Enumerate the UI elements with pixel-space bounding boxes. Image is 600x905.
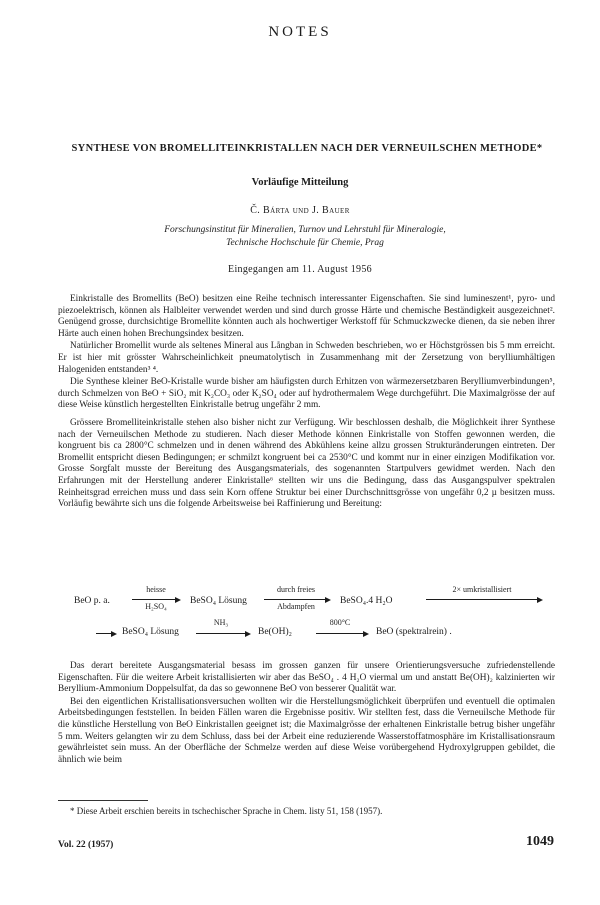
arrowhead-continue [111, 631, 117, 637]
footnote-divider [58, 800, 148, 801]
arrow-1-top-label: heisse [146, 585, 166, 594]
arrow-1-bottom-label: H₂SO₄ [145, 602, 167, 611]
formula-beso4-solution-2: BeSO₄ Lösung [122, 627, 179, 637]
article-title: SYNTHESE VON BROMELLITEINKRISTALLEN NACH DER VERNEUILSCHEN METHODE* [71, 143, 543, 154]
article-body-top [58, 294, 555, 511]
article-authors [0, 205, 600, 216]
formula-end-product: BeO (spektralrein) . [376, 627, 452, 637]
affiliation-line-2: Technische Hochschule für Chemie, Prag [226, 238, 384, 248]
arrow-continue [96, 633, 112, 634]
formula-beso4-solution: BeSO₄ Lösung [190, 596, 247, 606]
paragraph-5: Das derart bereitete Ausgangsmaterial besass im grossen ganzen für unsere Orientierungsversuche zufriedenstellende Eigenschaften. Für die weitere Arbeit kristallisierten wir aber das BeSO₄ . 4 H₂O viermal um und anstatt Be(OH)₂ kalzinierten wir Beryllium-Ammonium Doppelsulfat, da das so gewonnene BeO von besserer Qualität war. [58, 661, 555, 695]
running-header: NOTES [268, 24, 332, 40]
arrowhead-4 [245, 631, 251, 637]
arrow-2 [264, 599, 326, 600]
paragraph-3: Die Synthese kleiner BeO-Kristalle wurde bisher am häufigsten durch Erhitzen von wärmezersetzbaren Berylliumverbindungen⁵, durch Schmelzen von BeO + SiO₂ mit K₂CO₃ oder K₂SO₄ oder auf hydrothermalem Wege durchgeführt. Die Maximalgrösse der auf diese Weise künstlich hergestellten Einkristalle betrug ungefähr 2 mm. [58, 377, 555, 411]
article-affiliation [100, 224, 510, 250]
authors-text: Č. Bárta und J. Bauer [250, 205, 350, 216]
formula-beso4-hydrate: BeSO₄.4 H₂O [340, 596, 393, 606]
arrow-3 [426, 599, 538, 600]
formula-beryllium-hydroxide: Be(OH)₂ [258, 627, 292, 637]
arrow-3-top-label: 2× umkristallisiert [452, 585, 512, 594]
article-subtitle: Vorläufige Mitteilung [251, 177, 349, 188]
arrow-2-top-label: durch freies [277, 585, 315, 594]
paragraph-2: Natürlicher Bromellit wurde als seltenes Mineral aus Långban in Schweden beschrieben, wo er Höchstgrössen bis 5 mm erreicht. Er ist hier mit grösster Wahrscheinlichkeit pneumatolytisch in Zusammenhang mit der Zersetzung von berylliumhältigen Halogeniden entstanden³ ⁴. [58, 341, 555, 375]
paragraph-1: Einkristalle des Bromellits (BeO) besitzen eine Reihe technisch interessanter Eigenschaften. Sie sind lumineszent¹, pyro- und piezoelektrisch, können als Halbleiter verwendet werden und sind durch grosse Härte und chemische Beständigkeit ausgezeichnet². Genügend grosse, durchsichtige Bromellite könnten auch als hochwertiger Werkstoff für Schmuckzwecke dienen, da sie neben ihrer Härte auch einen hohen Brechungsindex besitzen. [58, 294, 555, 339]
formula-start: BeO p. a. [74, 596, 110, 606]
page-number: 1049 [526, 834, 554, 849]
reaction-scheme-row-2 [74, 618, 554, 652]
footnote: * Diese Arbeit erschien bereits in tschechischer Sprache in Chem. listy 51, 158 (1957). [70, 806, 383, 816]
arrow-4 [196, 633, 246, 634]
arrow-5-top-label: 800°C [329, 618, 351, 627]
arrowhead-5 [363, 631, 369, 637]
arrow-2-bottom-label: Abdampfen [277, 602, 315, 611]
volume-info: Vol. 22 (1957) [58, 840, 114, 850]
arrow-1 [132, 599, 176, 600]
paragraph-4: Grössere Bromelliteinkristalle stehen also bisher nicht zur Verfügung. Wir beschlossen deshalb, die Möglichkeit ihrer Synthese nach der Verneuilschen Methode zu studieren. Nach dieser Methode können Einkristalle von Stoffen gewonnen werden, die kongruent bis ca 2800°C schmelzen und in denen während des Abkühlens keine allzu grossen Strukturänderungen eintreten. Der Bromellit entspricht diesen Bedingungen; er schmilzt kongruent bei ca 2530°C und kommt nur in einer einzigen Modifikation vor. Grosse Sorgfalt musste der Bereitung des Ausgangsmaterials, des sogenannten Startpulvers gewidmet werden. Nach den Erfahrungen mit der Herstellung anderer Einkristalle⁶ stellten wir uns die Bedingung, dass das Ausgangspulver spektralen Reinheitsgrad erreichen muss und dass sein Korn offene Struktur bei einer Durchschnittsgrösse von ungefähr 0,2 µ besitzen muss. Vorläufig bewährte sich uns die folgende Arbeitsweise bei Raffinierung und Bereitung: [58, 417, 555, 510]
arrow-4-top-label: NH₃ [213, 618, 229, 627]
arrow-5 [316, 633, 364, 634]
received-date: Eingegangen am 11. August 1956 [228, 264, 372, 275]
article-body-bottom [58, 661, 555, 766]
arrowhead-3 [537, 597, 543, 603]
affiliation-line-1: Forschungsinstitut für Mineralien, Turnov und Lehrstuhl für Mineralogie, [164, 225, 446, 235]
paragraph-6: Bei den eigentlichen Kristallisationsversuchen wollten wir die Herstellungsmöglichkeit überprüfen und eventuell die optimalen Arbeitsbedingungen feststellen. In beiden Fällen waren die Ergebnisse positiv. Wir stellten fest, dass die Verneuilsche Methode für die künstliche Herstellung von BeO Einkristallen geeignet ist; die Maximalgrösse der erhaltenen Einkristalle betrug bisher ungefähr 5 mm. Weiters gelangten wir zu dem Schluss, dass bei der Arbeit eine reduzierende Wasserstoffatmosphäre im Kristallisationsraum gewährleistet sein muss. An der Oberfläche der Schmelze werden auf diese Weise vorübergehend Hydroxylgruppen gebildet, die ähnlich wie beim [58, 696, 555, 765]
